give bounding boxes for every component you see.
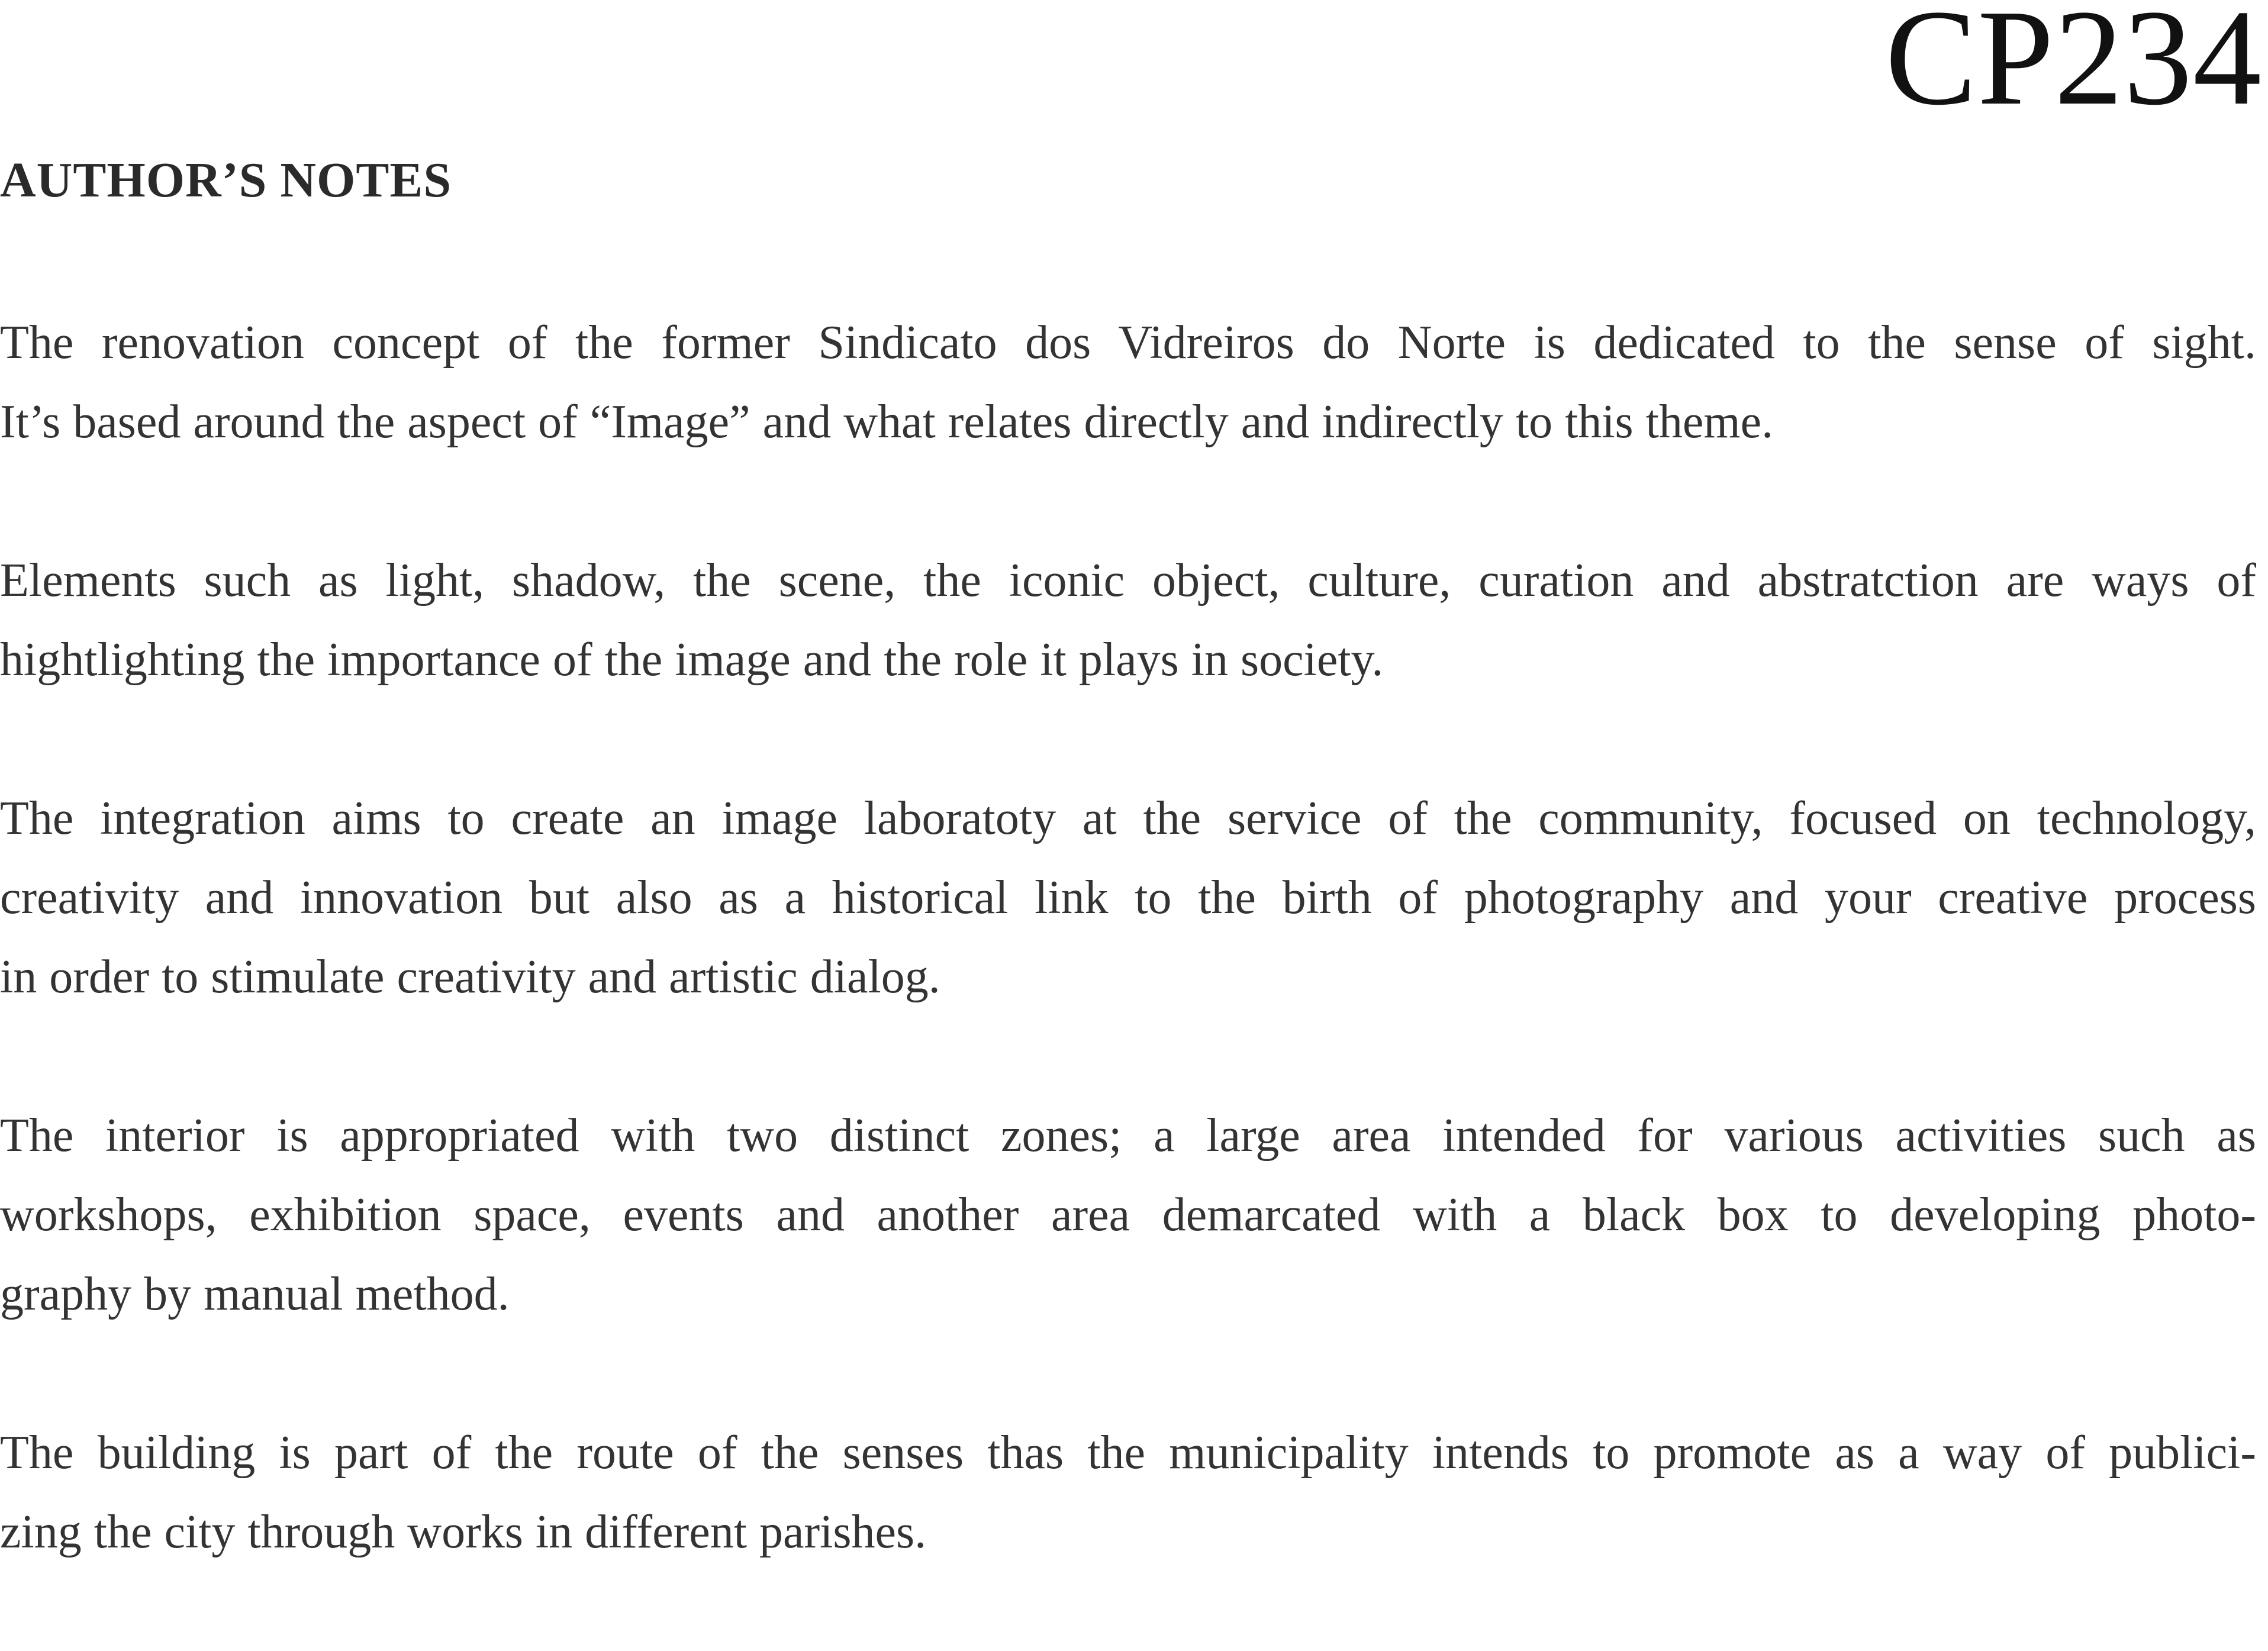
paragraph-interior: [0, 1096, 2256, 1334]
paragraph-line: creativity and innovation but also as a historical link to the birth of photography and your creative process: [0, 872, 2256, 924]
paragraph-line: The renovation concept of the former Sindicato dos Vidreiros do Norte is dedicated to the sense of sight.: [0, 317, 2256, 369]
paragraph-line: The integration aims to create an image laboratoty at the service of the community, focused on technology,: [0, 792, 2256, 844]
paragraph-integration: [0, 779, 2256, 1017]
paragraph-line: hightlighting the importance of the image and the role it plays in society.: [0, 634, 1384, 686]
paragraph-line: in order to stimulate creativity and artistic dialog.: [0, 951, 940, 1003]
notes-body: [0, 303, 2256, 1651]
paragraph-line: zing the city through works in different parishes.: [0, 1506, 927, 1558]
paragraph-sight-concept: [0, 303, 2256, 462]
paragraph-building-route: [0, 1413, 2256, 1572]
section-heading: AUTHOR’S NOTES: [0, 153, 452, 208]
paragraph-line: The building is part of the route of the senses thas the municipality intends to promote as a way of publici-: [0, 1427, 2256, 1479]
paragraph-line: graphy by manual method.: [0, 1268, 510, 1320]
paragraph-line: workshops, exhibition space, events and another area demarcated with a black box to developing photo-: [0, 1189, 2256, 1241]
document-code: CP234: [1885, 0, 2262, 134]
paragraph-line: Elements such as light, shadow, the scene, the iconic object, culture, curation and abstratction are ways of: [0, 554, 2256, 607]
paragraph-line: The interior is appropriated with two distinct zones; a large area intended for various activities such as: [0, 1110, 2256, 1162]
paragraph-line: It’s based around the aspect of “Image” and what relates directly and indirectly to this theme.: [0, 396, 1774, 448]
paragraph-elements: [0, 541, 2256, 699]
